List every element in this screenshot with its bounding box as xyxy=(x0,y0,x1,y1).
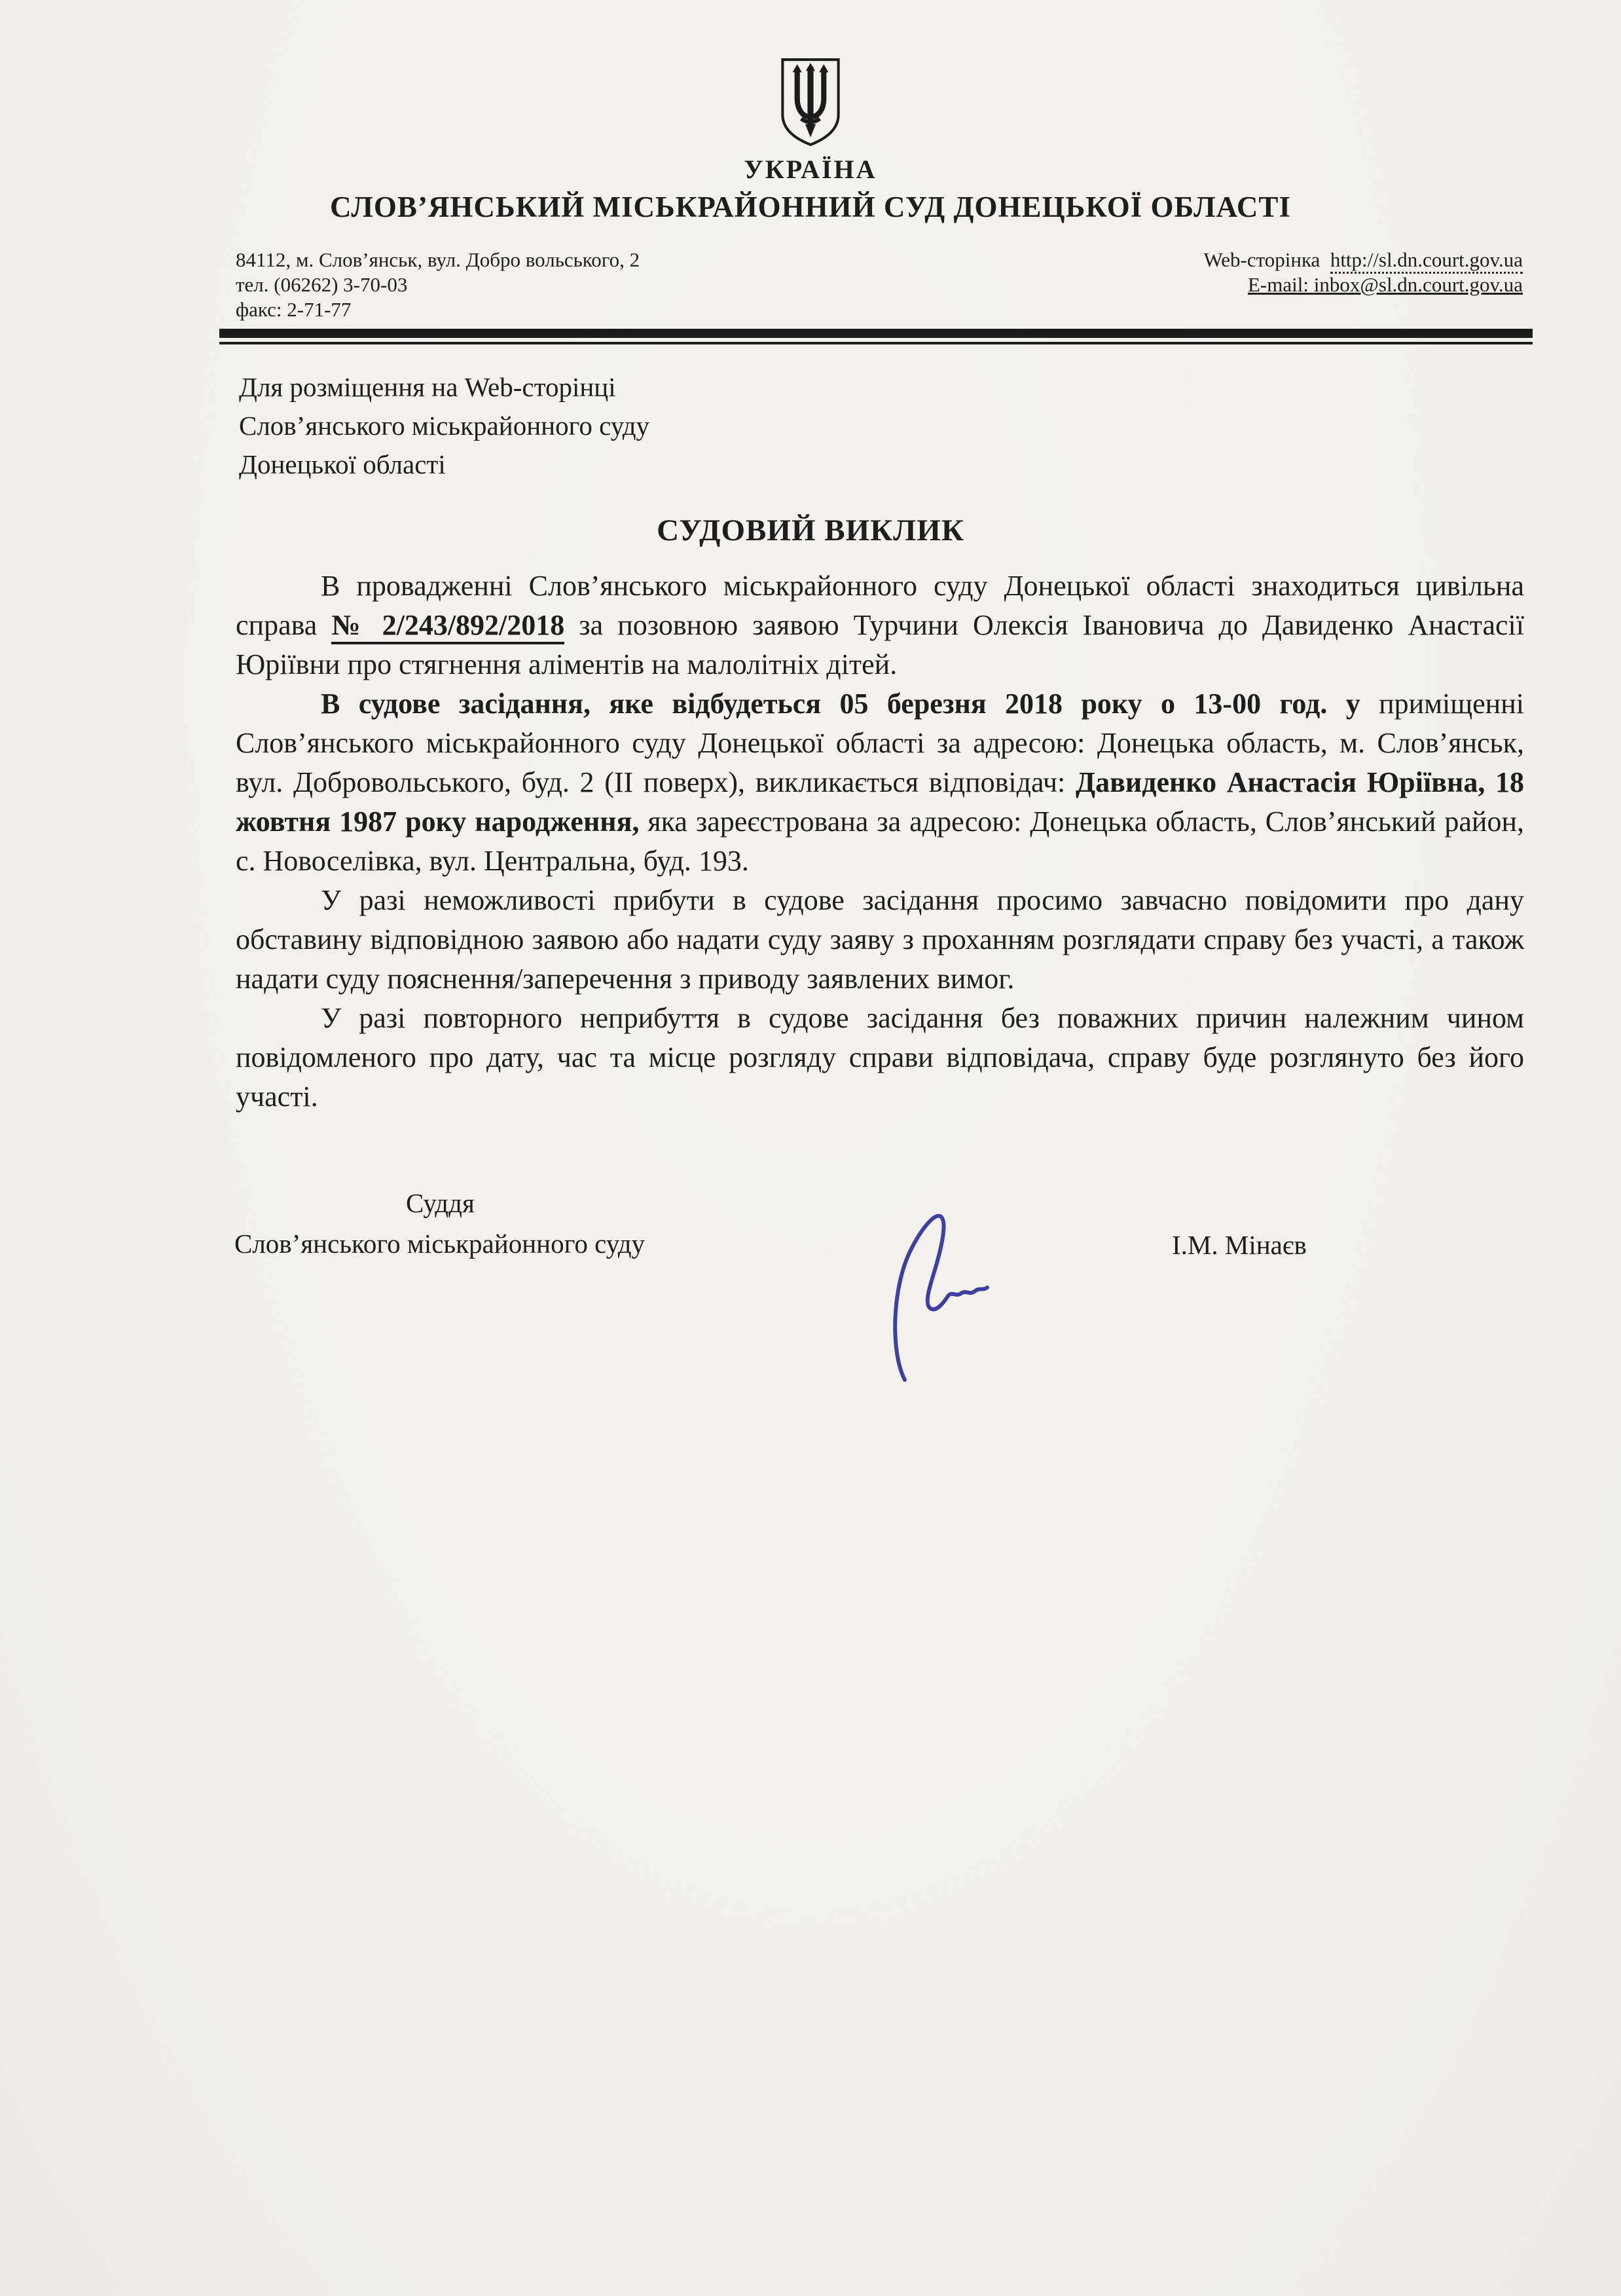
court-fax: факс: 2-71-77 xyxy=(236,298,352,321)
paragraph-absence-notice: У разі неможливості прибути в судове засідання просимо завчасно повідомити про дану обставину відповідною заявою або надати суду заяву з проханням розглядати справу без участі, а також надати суду пояснення/заперечення з приводу заявлених вимог. xyxy=(236,884,1524,995)
recipient-line: Донецької області xyxy=(239,449,446,479)
email-label: E-mail: xyxy=(1247,273,1309,296)
paragraph-case-info xyxy=(236,566,1524,684)
recipient-note xyxy=(239,368,1523,484)
paragraph-repeat-absence-notice: У разі повторного неприбуття в судове засідання без поважних причин належним чином повідомленого про дату, час та місце розгляду справи відповідача, справу буде розглянуто без його участі. xyxy=(236,1002,1524,1113)
web-label: Web-сторінка xyxy=(1203,248,1320,271)
signer-role-line2: Слов’янського міськрайонного суду xyxy=(234,1229,646,1259)
case-number: № 2/243/892/2018 xyxy=(331,609,564,644)
signer-role-line1: Суддя xyxy=(406,1188,475,1218)
web-line xyxy=(1204,248,1523,272)
divider-thick-line xyxy=(219,329,1533,338)
document-title: СУДОВИЙ ВИКЛИК xyxy=(657,513,964,547)
divider-thin-line xyxy=(219,342,1533,344)
defendant-name: Давиденко Анастасія Юріївна, 18 жовтня 1987 року народження, xyxy=(236,766,1524,838)
signer-name: І.М. Мінаєв xyxy=(1172,1230,1307,1260)
contact-address-block xyxy=(236,248,640,322)
web-url: http://sl.dn.court.gov.ua xyxy=(1330,248,1523,274)
country-name: УКРАЇНА xyxy=(744,155,877,184)
paragraph-hearing-info xyxy=(236,684,1524,881)
signature-block xyxy=(0,1117,1621,1392)
email-line xyxy=(1204,272,1523,297)
hearing-datetime: В судове засідання, яке відбудеться 05 березня 2018 року о 13-00 год. у xyxy=(321,688,1379,720)
handwritten-signature xyxy=(871,1195,1028,1385)
case-parties-text: за позовною заявою Турчини Олексія Івановича до Давиденко Анастасії Юріївни про стягнення аліментів на малолітніх дітей. xyxy=(236,609,1524,680)
email-address: inbox@sl.dn.court.gov.ua xyxy=(1313,273,1523,296)
letterhead xyxy=(0,58,1621,344)
defendant-address-text: яка зареєстрована за адресою: Донецька область, Слов’янський район, с. Новоселівка, вул. Центральна, буд. 193. xyxy=(236,805,1524,877)
document-body xyxy=(236,566,1524,1117)
ukraine-trident-coat-of-arms-icon xyxy=(777,58,844,147)
contact-row xyxy=(236,248,1523,322)
contact-web-block xyxy=(1204,248,1523,322)
letterhead-divider xyxy=(219,329,1533,344)
court-name: СЛОВ’ЯНСЬКИЙ МІСЬКРАЙОННИЙ СУД ДОНЕЦЬКОЇ ОБЛАСТІ xyxy=(330,191,1291,223)
court-address: 84112, м. Слов’янськ, вул. Добро вольського, 2 xyxy=(236,248,640,271)
case-info-text: В провадженні Слов’янського міськрайонного суду Донецької області знаходиться цивільна справа xyxy=(236,570,1524,641)
court-phone: тел. (06262) 3-70-03 xyxy=(236,273,408,296)
recipient-line: Для розміщення на Web-сторінці xyxy=(239,372,616,402)
hearing-location-text: приміщенні Слов’янського міськрайонного суду Донецької області за адресою: Донецька область, м. Слов’янськ, вул. Добровольського, буд. 2 (ІІ поверх), викликається відповідач: xyxy=(236,688,1524,798)
recipient-line: Слов’янського міськрайонного суду xyxy=(239,411,650,441)
